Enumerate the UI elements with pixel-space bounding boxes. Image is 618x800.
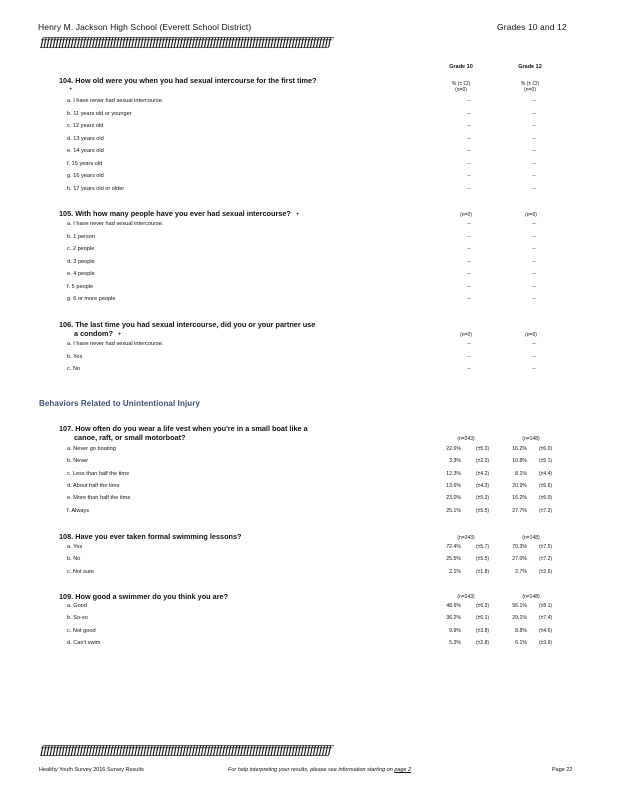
grade-12-percent: 16.2% <box>512 495 527 502</box>
school-header: Henry M. Jackson High School (Everett School District) <box>38 22 252 32</box>
grade-12-ci: (±4.6) <box>539 627 553 634</box>
grade-12-value: -- <box>532 98 536 104</box>
grade-10-percent: 12.3% <box>446 470 461 477</box>
page-2-link[interactable]: page 2 <box>394 767 412 773</box>
option-label: a. Yes <box>67 544 83 550</box>
grade-10-value: -- <box>467 221 471 227</box>
grade-10-value: -- <box>467 258 471 265</box>
grade-10-percent: 36.2% <box>446 615 461 622</box>
question-109-n12: (n=148) <box>522 594 540 600</box>
grade-12-ci: (±7.3) <box>539 507 553 514</box>
grade-10-value: -- <box>467 283 471 290</box>
grade-12-percent: 27.0% <box>512 556 527 563</box>
question-106-title-line1: 106. The last time you had sexual intercourse, did you or your partner use <box>59 320 316 329</box>
option-label: c. Less than half the time <box>67 470 130 477</box>
grade-10-ci: (±6.3) <box>476 603 490 609</box>
grade-12-value: -- <box>532 123 536 129</box>
section-heading: Behaviors Related to Unintentional Injury <box>39 399 201 408</box>
grade-12-ci: (±2.6) <box>539 568 553 575</box>
question-105-title: 105. With how many people have you ever had sexual intercourse? + <box>59 209 300 218</box>
grade-10-percent: 22.6% <box>446 446 461 452</box>
grade-10-value: -- <box>467 173 471 179</box>
grade-12-percent: 10.8% <box>512 458 527 465</box>
grade-10-ci: (±6.1) <box>476 615 490 622</box>
grade-12-value: -- <box>532 110 536 117</box>
option-label: b. 11 years old or younger <box>67 110 132 117</box>
option-label: d. About half the time <box>67 482 120 489</box>
grade-12-value: -- <box>532 160 536 167</box>
footer-help-text: For help interpreting your results, please see information starting on page 2 <box>228 767 412 773</box>
grade-12-value: -- <box>532 221 536 227</box>
grade-10-percent: 25.5% <box>446 556 461 563</box>
grade-12-percent: 16.2% <box>512 446 527 452</box>
grade-10-heading: Grade 10 <box>449 64 473 70</box>
grade-10-value: -- <box>467 353 471 360</box>
grade-12-ci: (±6.0) <box>539 495 553 502</box>
option-label: c. 12 years old <box>67 123 104 129</box>
option-label: b. So-so <box>67 615 88 622</box>
question-106-n10: (n=0) <box>460 332 472 338</box>
grade-12-value: -- <box>532 185 536 192</box>
grade-10-percent: 9.9% <box>449 627 461 634</box>
grade-10-percent: 2.1% <box>449 568 461 575</box>
option-label: a. Never go boating <box>67 446 116 452</box>
grade-12-ci: (±7.5) <box>539 544 553 550</box>
grade-10-ci: (±2.8) <box>476 639 490 646</box>
grade-10-percent: 48.6% <box>446 603 461 609</box>
grade-12-ci: (±7.4) <box>539 615 553 622</box>
grade-12-pct-label: % (± CI) <box>520 81 540 87</box>
question-108-n10: (n=243) <box>457 535 475 541</box>
grade-10-value: -- <box>467 135 471 142</box>
option-label: g. 6 or more people <box>67 296 116 302</box>
grade-12-percent: 29.1% <box>512 615 527 622</box>
option-label: a. I have never had sexual intercourse. <box>67 221 164 227</box>
option-label: e. 14 years old <box>67 148 104 154</box>
grade-12-percent: 2.7% <box>515 568 527 575</box>
grade-10-value: -- <box>467 110 471 117</box>
option-label: e. 4 people <box>67 271 95 277</box>
question-107-n10: (n=243) <box>457 436 475 442</box>
option-label: f. 15 years old <box>67 160 103 167</box>
grade-10-value: -- <box>467 123 471 129</box>
grade-12-percent: 8.8% <box>515 627 527 634</box>
option-label: c. Not good <box>67 627 96 634</box>
grade-10-percent: 5.3% <box>449 639 461 646</box>
grade-10-ci: (±1.8) <box>476 568 490 575</box>
grade-12-value: -- <box>532 296 536 302</box>
question-107-title-line1: 107. How often do you wear a life vest when you're in a small boat like a <box>59 424 308 433</box>
grade-12-n: (n=0) <box>524 87 536 93</box>
option-label: a. I have never had sexual intercourse. <box>67 341 164 347</box>
footer-report-name: Healthy Youth Survey 2016 Survey Results <box>39 767 144 773</box>
question-106-n12: (n=0) <box>525 332 537 338</box>
grade-10-ci: (±3.8) <box>476 627 490 634</box>
grade-10-ci: (±5.3) <box>476 446 490 452</box>
option-label: f. 5 people <box>67 283 94 290</box>
grade-12-value: -- <box>532 258 536 265</box>
question-107-title-line2: canoe, raft, or small motorboat? <box>74 433 186 442</box>
grade-12-value: -- <box>532 148 536 154</box>
grade-10-percent: 13.6% <box>446 482 461 489</box>
grade-12-ci: (±8.1) <box>539 603 553 609</box>
grade-10-ci: (±5.5) <box>476 507 490 514</box>
option-label: a. I have never had sexual intercourse. <box>67 98 164 104</box>
grade-12-value: -- <box>532 353 536 360</box>
option-label: g. 16 years old <box>67 173 104 179</box>
option-label: e. More than half the time <box>67 495 131 502</box>
grade-12-ci: (±5.1) <box>539 458 553 465</box>
grade-10-value: -- <box>467 296 471 302</box>
grade-10-pct-label: % (± CI) <box>451 81 471 87</box>
option-label: d. 3 people <box>67 258 95 265</box>
grade-12-percent: 56.1% <box>512 603 527 609</box>
grade-10-ci: (±4.2) <box>476 470 490 477</box>
grade-10-value: -- <box>467 185 471 192</box>
option-label: f. Always <box>67 507 90 514</box>
grade-12-ci: (±4.4) <box>539 470 553 477</box>
grade-10-value: -- <box>467 160 471 167</box>
grade-10-ci: (±5.5) <box>476 556 490 563</box>
grade-10-value: -- <box>467 271 471 277</box>
question-105-n12: (n=0) <box>525 212 537 218</box>
grade-12-ci: (±7.2) <box>539 556 553 563</box>
grade-12-value: -- <box>532 233 536 240</box>
option-label: b. Never <box>67 458 89 465</box>
grade-12-heading: Grade 12 <box>518 64 542 70</box>
grade-12-value: -- <box>532 246 536 252</box>
grade-10-percent: 23.0% <box>446 495 461 502</box>
question-105-n10: (n=0) <box>460 212 472 218</box>
grade-12-value: -- <box>532 173 536 179</box>
grade-10-percent: 72.4% <box>446 544 461 550</box>
option-label: b. No <box>67 556 81 563</box>
grade-12-percent: 8.1% <box>515 470 527 477</box>
question-107-n12: (n=148) <box>522 436 540 442</box>
option-label: c. No <box>67 366 81 372</box>
grade-12-value: -- <box>532 283 536 290</box>
grade-10-value: -- <box>467 341 471 347</box>
grade-12-percent: 20.9% <box>512 482 527 489</box>
footer-rule: ƒƒƒƒƒƒƒƒƒƒƒƒƒƒƒƒƒƒƒƒƒƒƒƒƒƒƒƒƒƒƒƒƒƒƒƒƒƒƒƒƒƒƒƒƒƒƒƒƒƒƒƒƒƒƒƒƒƒƒƒƒƒƒƒƒƒƒƒƒƒƒƒƒƒƒƒƒƒƒƒƒƒƒƒƒƒƒƒƒƒƒƒƒƒƒƒ <box>40 742 331 757</box>
grade-10-percent: 25.1% <box>446 507 461 514</box>
grade-12-value: -- <box>532 366 536 372</box>
footer-page-number: Page 22 <box>552 767 573 773</box>
grade-12-ci: (±6.6) <box>539 482 553 489</box>
grade-12-ci: (±3.9) <box>539 639 553 646</box>
option-label: a. Good <box>67 603 87 609</box>
question-108-n12: (n=148) <box>522 535 540 541</box>
option-label: b. 1 person <box>67 233 95 240</box>
grade-10-ci: (±5.3) <box>476 495 490 502</box>
option-label: h. 17 years old or older <box>67 185 125 192</box>
question-104-title: 104. How old were you when you had sexual intercourse for the first time? <box>59 76 317 85</box>
grade-12-percent: 70.3% <box>512 544 527 550</box>
option-label: d. 13 years old <box>67 135 104 142</box>
grade-10-percent: 3.3% <box>449 458 461 465</box>
grade-12-value: -- <box>532 341 536 347</box>
grade-10-value: -- <box>467 366 471 372</box>
grade-10-value: -- <box>467 98 471 104</box>
option-label: c. 2 people <box>67 246 95 252</box>
question-106-title-line2: a condom? + <box>74 329 122 338</box>
grades-header: Grades 10 and 12 <box>497 22 567 32</box>
grade-10-value: -- <box>467 246 471 252</box>
grade-12-percent: 27.7% <box>512 507 527 514</box>
grade-10-value: -- <box>467 233 471 240</box>
grade-10-ci: (±4.3) <box>476 482 490 489</box>
grade-12-percent: 6.1% <box>515 639 527 646</box>
grade-12-value: -- <box>532 271 536 277</box>
header-rule: ƒƒƒƒƒƒƒƒƒƒƒƒƒƒƒƒƒƒƒƒƒƒƒƒƒƒƒƒƒƒƒƒƒƒƒƒƒƒƒƒƒƒƒƒƒƒƒƒƒƒƒƒƒƒƒƒƒƒƒƒƒƒƒƒƒƒƒƒƒƒƒƒƒƒƒƒƒƒƒƒƒƒƒƒƒƒƒƒƒƒƒƒƒƒƒƒ <box>40 34 331 49</box>
option-label: d. Can't swim <box>67 639 101 646</box>
question-104-cross: + <box>69 87 73 93</box>
question-109-n10: (n=243) <box>457 594 475 600</box>
grade-10-value: -- <box>467 148 471 154</box>
question-109-title: 109. How good a swimmer do you think you are? <box>59 592 229 601</box>
option-label: b. Yes <box>67 353 83 360</box>
grade-10-ci: (±2.3) <box>476 458 490 465</box>
grade-10-ci: (±5.7) <box>476 544 490 550</box>
grade-12-value: -- <box>532 135 536 142</box>
option-label: c. Not sure <box>67 568 95 575</box>
grade-12-ci: (±6.0) <box>539 446 553 452</box>
question-108-title: 108. Have you ever taken formal swimming lessons? <box>59 532 242 541</box>
grade-10-n: (n=0) <box>455 87 467 93</box>
